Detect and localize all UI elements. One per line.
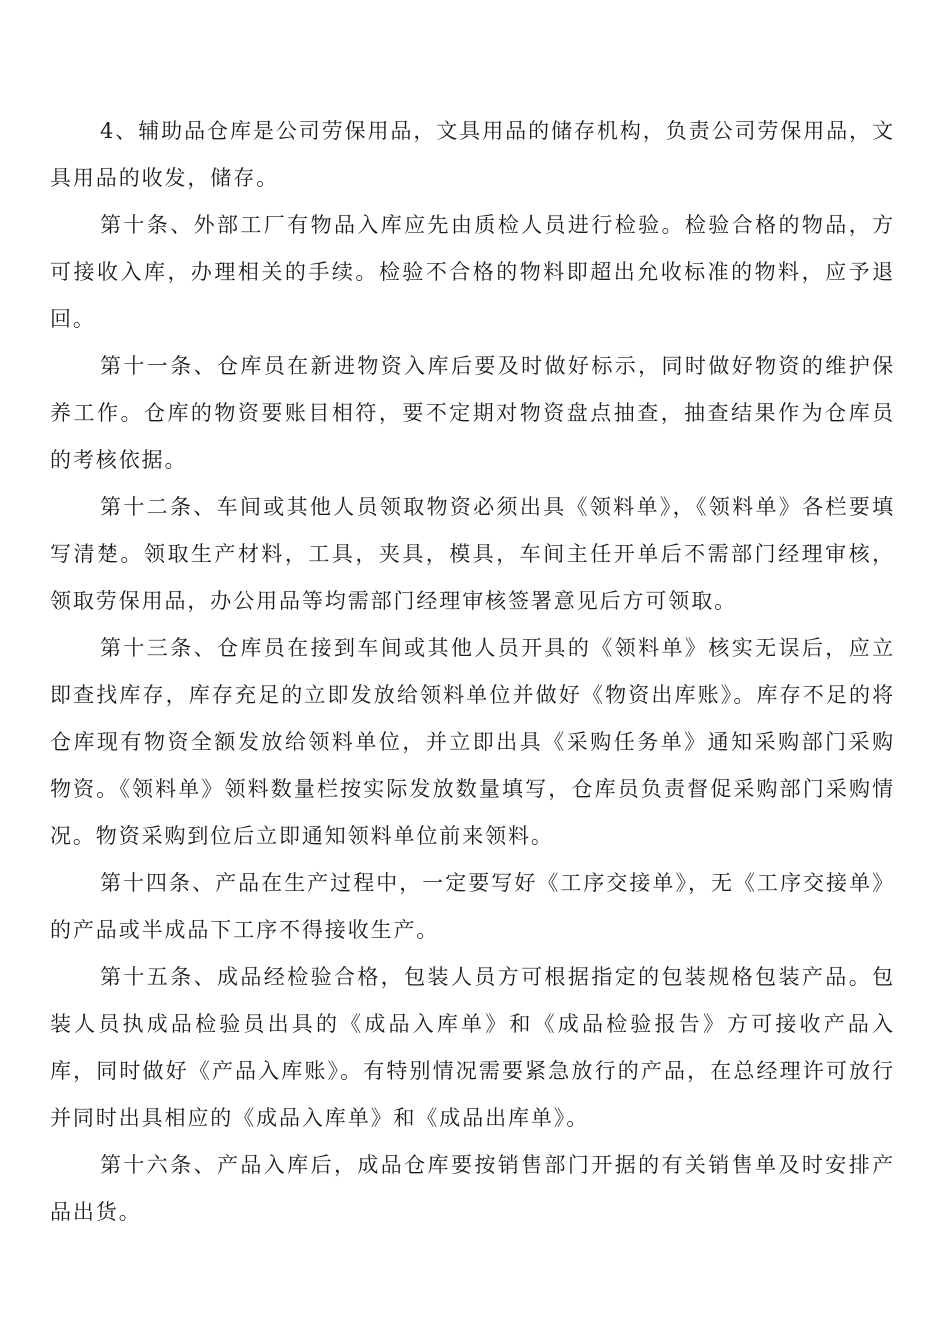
paragraph-article-12: 第十二条、车间或其他人员领取物资必须出具《领料单》，《领料单》各栏要填写清楚。领取生产材料，工具，夹具，模具，车间主任开单后不需部门经理审核，领取劳保用品，办公用品等均需部门经理审核签署意见后方可领取。 (50, 495, 895, 613)
paragraph-article-14: 第十四条、产品在生产过程中，一定要写好《工序交接单》，无《工序交接单》的产品或半成品下工序不得接收生产。 (50, 871, 895, 942)
paragraph-article-11: 第十一条、仓库员在新进物资入库后要及时做好标示，同时做好物资的维护保养工作。仓库的物资要账目相符，要不定期对物资盘点抽查，抽查结果作为仓库员的考核依据。 (50, 354, 895, 472)
paragraph-article-10: 第十条、外部工厂有物品入库应先由质检人员进行检验。检验合格的物品，方可接收入库，办理相关的手续。检验不合格的物料即超出允收标准的物料，应予退回。 (50, 213, 895, 331)
paragraph-item-4: 4、辅助品仓库是公司劳保用品，文具用品的储存机构，负责公司劳保用品，文具用品的收发，储存。 (50, 119, 895, 190)
paragraph-article-16: 第十六条、产品入库后，成品仓库要按销售部门开据的有关销售单及时安排产品出货。 (50, 1153, 895, 1224)
paragraph-article-15: 第十五条、成品经检验合格，包装人员方可根据指定的包装规格包装产品。包装人员执成品检验员出具的《成品入库单》和《成品检验报告》方可接收产品入库，同时做好《产品入库账》。有特别情况需要紧急放行的产品，在总经理许可放行并同时出具相应的《成品入库单》和《成品出库单》。 (50, 965, 895, 1130)
paragraph-article-13: 第十三条、仓库员在接到车间或其他人员开具的《领料单》核实无误后，应立即查找库存，库存充足的立即发放给领料单位并做好《物资出库账》。库存不足的将仓库现有物资全额发放给领料单位，并立即出具《采购任务单》通知采购部门采购物资。《领料单》领料数量栏按实际发放数量填写，仓库员负责督促采购部门采购情况。物资采购到位后立即通知领料单位前来领料。 (50, 636, 895, 848)
document-page (50, 108, 895, 1236)
